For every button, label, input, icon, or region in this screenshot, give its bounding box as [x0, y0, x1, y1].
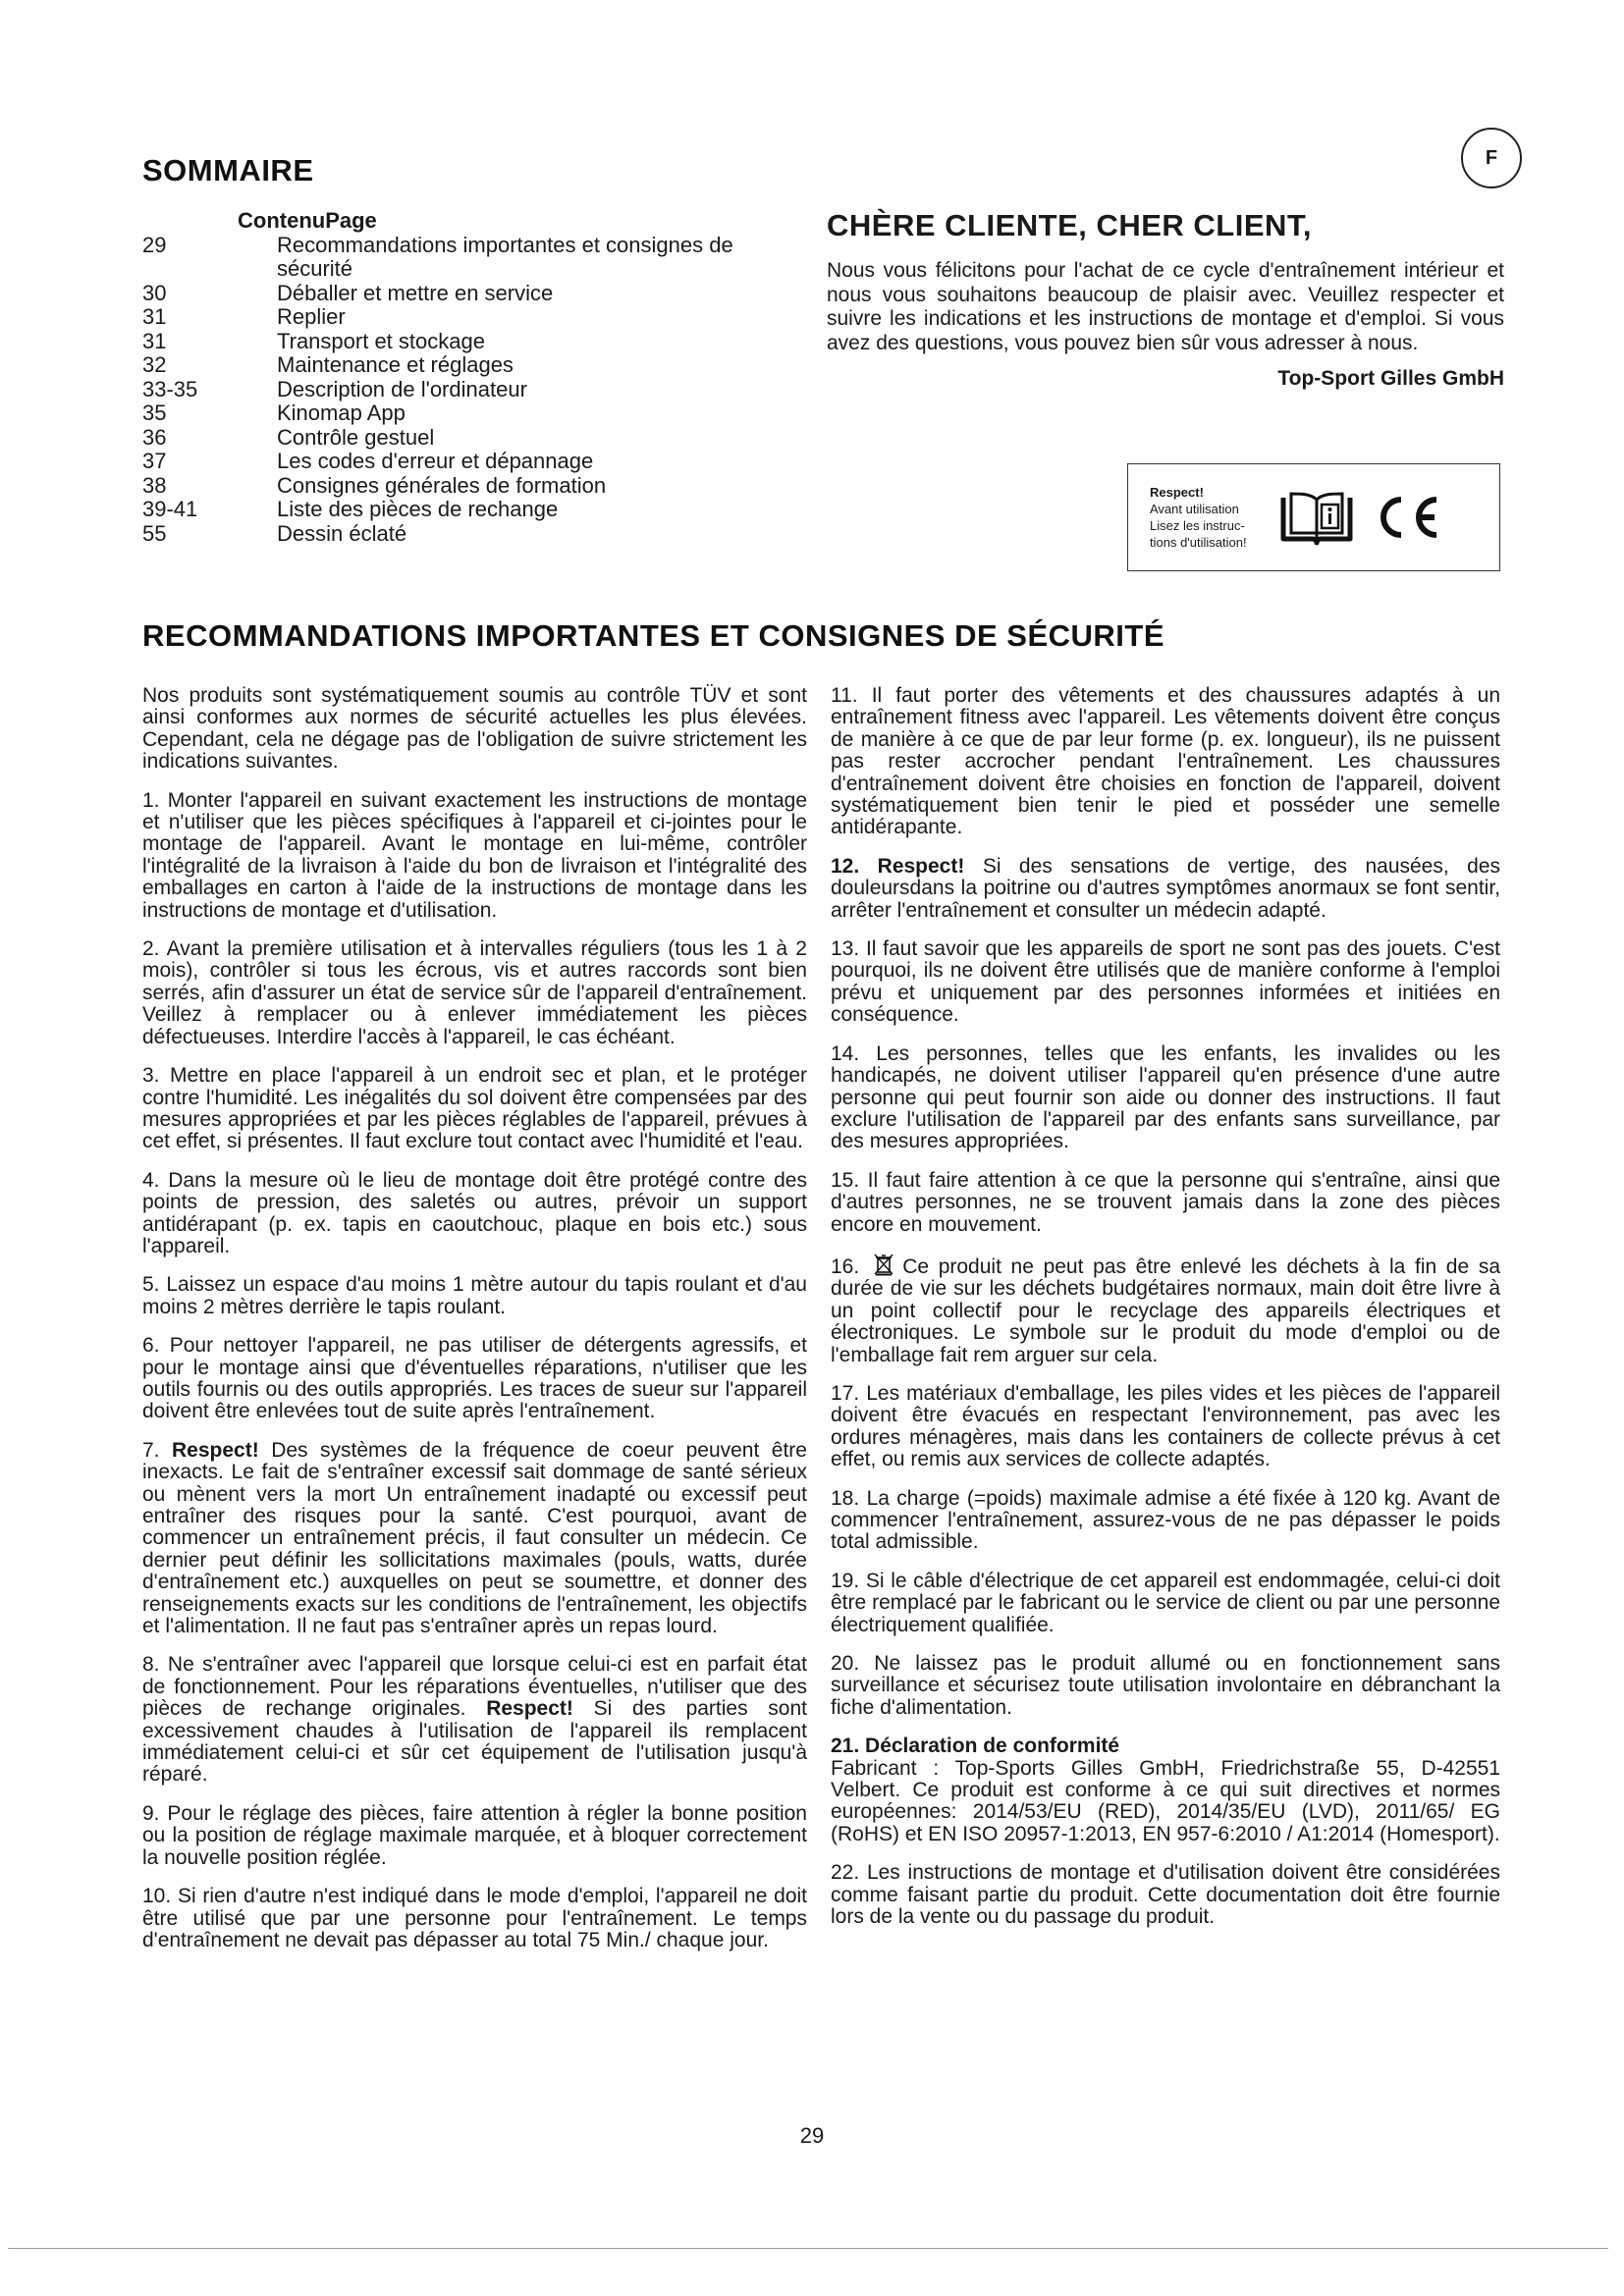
- language-badge: F: [1461, 128, 1522, 188]
- toc-row: [142, 234, 790, 282]
- greeting-signature: Top-Sport Gilles GmbH: [1277, 367, 1504, 390]
- toc-page-number: 31: [142, 304, 167, 329]
- toc-header: ContenuPage: [238, 208, 377, 233]
- respect-notice-title: Respect!: [1150, 485, 1204, 500]
- safety-item-6: 6. Pour nettoyer l'appareil, ne pas utiliser de détergents agressifs, et pour le montage ainsi que d'éventuelles réparations, n'utiliser que les outils fournis ou des outils appropriés. Les traces de sueur sur l'appareil doivent être enlevées tout de suite après l'entraînement.: [142, 1334, 807, 1423]
- safety-item-3: 3. Mettre en place l'appareil à un endroit sec et plan, et le protéger contre l'humidité. Les inégalités du sol doivent être compensées par des mesures appropriées et par les pièces réglables de l'appareil, prévues à cet effet, si présentes. Il faut exclure tout contact avec l'humidité et l'eau.: [142, 1064, 807, 1153]
- toc-row: [142, 330, 790, 354]
- toc-entry-text: Liste des pièces de rechange: [277, 497, 559, 521]
- toc-rows: [142, 234, 790, 547]
- toc-entry-text: Maintenance et réglages: [277, 352, 514, 377]
- safety-section-title: RECOMMANDATIONS IMPORTANTES ET CONSIGNES DE SÉCURITÉ: [142, 618, 1165, 653]
- toc-row: [142, 426, 790, 451]
- greeting-title: CHÈRE CLIENTE, CHER CLIENT,: [827, 208, 1313, 242]
- safety-item-19: 19. Si le câble d'électrique de cet appareil est endommagée, celui-ci doit être remplacé par le fabricant ou le service de client ou par une personne électriquement qualifiée.: [831, 1569, 1501, 1636]
- safety-item-1: 1. Monter l'appareil en suivant exactement les instructions de montage et n'utiliser que les pièces spécifiques à l'appareil et ci-jointes pour le montage de l'appareil. Avant le montage en lui-même, contrôler l'intégralité de la livraison à l'aide du bon de livraison et l'intégralité des emballages en carton à l'aide de la instructions de montage dans les instructions de montage et d'utilisation.: [142, 788, 807, 922]
- toc-page-number: 55: [142, 520, 167, 546]
- toc-entry-text: Recommandations importantes et consignes de sécurité: [277, 232, 733, 281]
- safety-item-5: 5. Laissez un espace d'au moins 1 mètre autour du tapis roulant et d'au moins 2 mètres derrière le tapis roulant.: [142, 1273, 807, 1318]
- safety-item-13: 13. Il faut savoir que les appareils de sport ne sont pas des jouets. C'est pourquoi, ils ne doivent être utilisés que de manière conforme à l'emploi prévu et uniquement par des personnes informées et initiées en conséquence.: [831, 937, 1500, 1027]
- toc-row: [142, 522, 790, 547]
- toc-page-number: 37: [142, 449, 167, 473]
- toc-row: [142, 378, 790, 402]
- info-book-icon: [1277, 488, 1356, 547]
- toc-entry-text: Kinomap App: [277, 400, 406, 425]
- respect-notice-box: [1127, 463, 1500, 571]
- respect-notice-line: Avant utilisation: [1150, 502, 1239, 516]
- respect-notice-text: [1150, 484, 1275, 551]
- toc-page-number: 38: [142, 472, 167, 498]
- toc-row: [142, 282, 790, 306]
- table-of-contents: [142, 209, 790, 546]
- sommaire-title: SOMMAIRE: [142, 153, 314, 187]
- safety-column-right: [831, 685, 1500, 1946]
- safety-item-21: 21. Déclaration de conformité Fabricant : Top-Sports Gilles GmbH, Friedrichstraße 55, D-42551 Velbert. Ce produit est conforme à ce qui suit directives et normes européennes: 2014/53/EU (RED), 2014/35/EU (LVD), 2011/65/ EG (RoHS) et EN ISO 20957-1:2013, EN 957-6:2010 / A1:2014 (Homesport).: [831, 1735, 1500, 1845]
- safety-item-8: 8. Ne s'entraîner avec l'appareil que lorsque celui-ci est en parfait état de fonctionnement. Pour les réparations éventuelles, n'utiliser que des pièces de rechange originales. Respect! Si des parties sont excessivement chaudes à l'utilisation de l'appareil ils remplacent immédiatement celui-ci et sûr cet équipement de l'utilisation jusqu'à réparé.: [142, 1653, 808, 1787]
- toc-page-number: 31: [142, 328, 167, 353]
- toc-entry-text: Dessin éclaté: [277, 520, 407, 546]
- toc-entry-text: Contrôle gestuel: [277, 424, 435, 450]
- safety-item-16: 16. Ce produit ne peut pas être enlevé les déchets à la fin de sa durée de vie sur les déchets budgétaires normaux, main doit être livre à un point collectif pour le recyclage des appareils électriques et électroniques. Le symbole sur le produit du mode d'emploi ou de l'emballage fait rem arguer sur cela.: [831, 1253, 1500, 1366]
- safety-intro: Nos produits sont systématiquement soumis au contrôle TÜV et sont ainsi conformes aux normes de sécurité actuelles les plus élevées. Cependant, cela ne dégage pas de l'obligation de suivre strictement les indications suivantes.: [142, 684, 807, 774]
- safety-item-22: 22. Les instructions de montage et d'utilisation doivent être considérées comme faisant partie du produit. Cette documentation doit être fournie lors de la vente ou du passage du produit.: [831, 1861, 1500, 1929]
- safety-item-4: 4. Dans la mesure où le lieu de montage doit être protégé contre des points de pression, des saletés ou autres, prévoir un support antidérapant (p. ex. tapis en caoutchouc, plaque en bois etc.) sous l'appareil.: [142, 1168, 807, 1257]
- greeting-body: Nous vous félicitons pour l'achat de ce cycle d'entraînement intérieur et nous vous souhaitons beaucoup de plaisir avec. Veuillez respecter et suivre les indications et les instructions de montage et d'emploi. Si vous avez des questions, vous pouvez bien sûr vous adresser à nous.: [827, 259, 1504, 354]
- safety-item-18: 18. La charge (=poids) maximale admise a été fixée à 120 kg. Avant de commencer l'entraînement, assurez-vous de ne pas dépasser le poids total admissible.: [831, 1486, 1500, 1554]
- toc-entry-text: Transport et stockage: [277, 328, 485, 353]
- toc-entry-text: Replier: [277, 304, 346, 329]
- conformity-title: 21. Déclaration de conformité: [831, 1735, 1120, 1758]
- safety-item-11: 11. Il faut porter des vêtements et des chaussures adaptés à un entraînement fitness avec l'appareil. Les vêtements doivent être conçus de manière à ce que de par leur forme (p. ex. longueur), ils ne puissent pas rester accrocher pendant l'entraînement. Les chaussures d'entraînement doivent être choisies en fonction de l'appareil, doivent systématiquement bien tenir le pied et posséder une semelle antidérapante.: [831, 684, 1501, 839]
- safety-item-9: 9. Pour le réglage des pièces, faire attention à régler la bonne position ou la position de réglage maximale marquée, et à bloquer correctement la nouvelle position réglée.: [142, 1801, 807, 1869]
- crossed-out-bin-icon: [873, 1253, 894, 1276]
- safety-item-14: 14. Les personnes, telles que les enfants, les invalides ou les handicapés, ne doivent utiliser l'appareil qu'en présence d'une autre personne qui peut fournir son aide ou donner des instructions. Il faut exclure l'utilisation de l'appareil par des enfants sans surveillance, par des mesures appropriées.: [831, 1041, 1500, 1153]
- safety-item-2: 2. Avant la première utilisation et à intervalles réguliers (tous les 1 à 2 mois), contrôler si tous les écrous, vis et autres raccords sont bien serrés, afin d'assurer un état de service sûr de l'appareil d'entraînement. Veillez à remplacer ou à enlever immédiatement les pièces défectueuses. Interdire l'accès à l'appareil, le cas échéant.: [142, 937, 807, 1048]
- toc-row: [142, 353, 790, 378]
- safety-item-12: 12. Respect! Si des sensations de vertige, des nausées, des douleursdans la poitrine ou d'autres symptômes anormaux se font sentir, arrêter l'entraînement et consulter un médecin adapté.: [831, 854, 1500, 922]
- toc-row: [142, 450, 790, 474]
- greeting-section: [827, 208, 1504, 391]
- respect-notice-line: tions d'utilisation!: [1150, 535, 1247, 550]
- safety-item-7: 7. Respect! Des systèmes de la fréquence de coeur peuvent être inexacts. Le fait de s'entraîner excessif sait dommage de santé sérieux ou mènent vers la mort Un entraînement inadapté ou excessif peut entraîner des risques pour la santé. C'est pourquoi, avant de commencer un entraînement précis, il faut consulter un médecin. Ce dernier peut définir les sollicitations maximales (pouls, watts, durée d'entraînement etc.) auxquelles on peut se soumettre, et donner des renseignements exacts sur les conditions de l'entraînement, les objectifs et l'alimentation. Il ne faut pas s'entraîner après un repas lourd.: [142, 1438, 807, 1638]
- toc-entry-text: Les codes d'erreur et dépannage: [277, 449, 594, 473]
- footer-divider: [8, 2248, 1608, 2249]
- toc-page-number: 32: [142, 352, 167, 377]
- toc-page-number: 33-35: [142, 376, 198, 401]
- toc-page-number: 36: [142, 424, 167, 450]
- toc-page-number: 35: [142, 400, 167, 425]
- safety-item-15: 15. Il faut faire attention à ce que la personne qui s'entraîne, ainsi que d'autres personnes, ne se trouvent jamais dans la zone des pièces encore en mouvement.: [831, 1168, 1500, 1236]
- safety-item-17: 17. Les matériaux d'emballage, les piles vides et les pièces de l'appareil doivent être évacués en respectant l'environnement, pas avec les ordures ménagères, mais dans les containers de collecte prévus à cet effet, ou remis aux services de collecte adaptés.: [831, 1381, 1500, 1471]
- toc-page-number: 29: [142, 232, 167, 257]
- toc-row: [142, 498, 790, 522]
- toc-entry-text: Déballer et mettre en service: [277, 280, 554, 305]
- toc-row: [142, 305, 790, 330]
- toc-entry-text: Description de l'ordinateur: [277, 376, 527, 401]
- toc-page-number: 39-41: [142, 497, 198, 521]
- respect-notice-line: Lisez les instruc-: [1150, 518, 1245, 533]
- safety-item-10: 10. Si rien d'autre n'est indiqué dans le mode d'emploi, l'appareil ne doit être utilisé que par une personne pour l'entraînement. Le temps d'entraînement ne devait pas dépasser au total 75 Min./ chaque jour.: [142, 1885, 807, 1951]
- toc-page-number: 30: [142, 280, 167, 305]
- toc-entry-text: Consignes générales de formation: [277, 472, 607, 498]
- ce-mark-icon: [1370, 490, 1444, 545]
- safety-column-left: [142, 685, 807, 1968]
- page-number: 29: [799, 2123, 825, 2148]
- toc-row: [142, 474, 790, 499]
- safety-item-20: 20. Ne laissez pas le produit allumé ou en fonctionnement sans surveillance et sécurisez toute utilisation involontaire en débranchant la fiche d'alimentation.: [831, 1652, 1500, 1719]
- toc-row: [142, 401, 790, 426]
